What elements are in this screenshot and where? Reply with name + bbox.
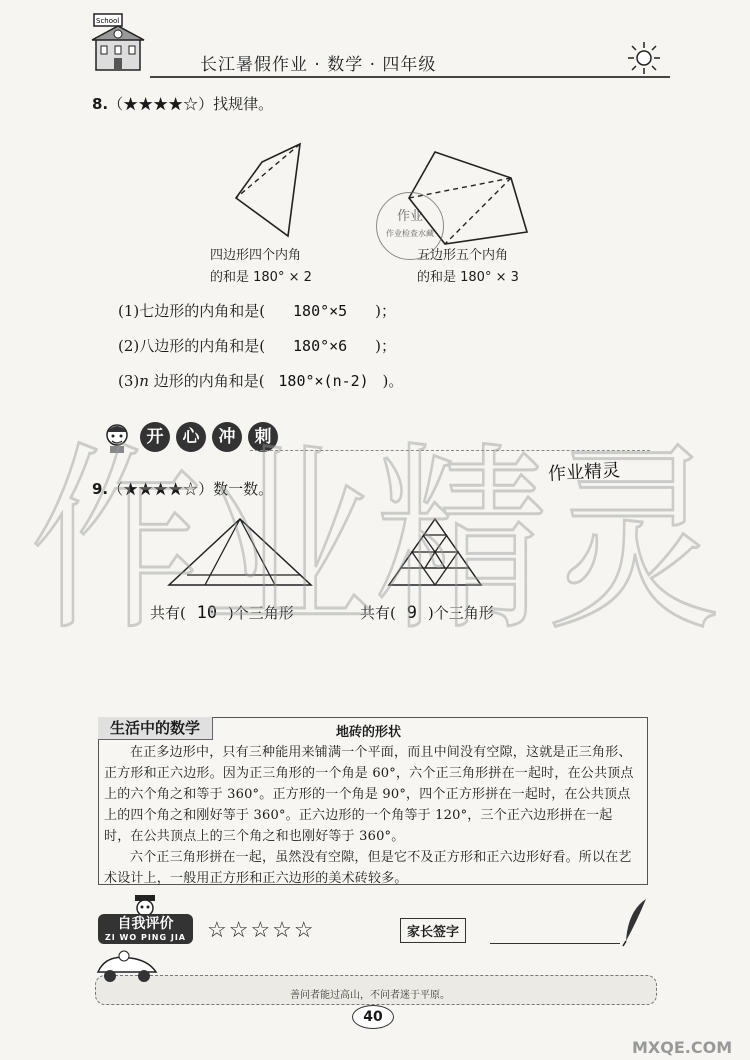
life-math-label: 生活中的数学 bbox=[98, 717, 213, 740]
q9-right-pre: 共有( bbox=[360, 604, 396, 622]
banner-char-1: 开 bbox=[140, 422, 170, 452]
q8-item-3-answer: 180°×(n-2) bbox=[278, 372, 369, 390]
q8-item-1 bbox=[118, 300, 396, 321]
fig1-caption bbox=[210, 245, 312, 289]
q8-item-1-answer: 180°×5 bbox=[293, 302, 348, 320]
cartoon-car-icon bbox=[92, 948, 162, 984]
q9-left-post: )个三角形 bbox=[227, 604, 294, 622]
fig2-caption-line1: 五边形五个内角 bbox=[417, 248, 509, 263]
header-title: 长江暑假作业 · 数学 · 四年级 bbox=[200, 55, 437, 75]
q8-item-1-label: (1)七边形的内角和是( bbox=[118, 302, 266, 320]
q8-item-3-label: (3) bbox=[118, 372, 140, 390]
q8-item-2 bbox=[118, 335, 396, 356]
q9-handwritten-note: 作业精灵 bbox=[547, 460, 621, 485]
triangles-figure-left bbox=[165, 515, 315, 590]
q8-item-1-end: )； bbox=[375, 302, 396, 320]
life-math-para-1: 在正多边形中，只有三种能用来铺满一个平面，而且中间没有空隙，这就是正三角形、正方形和正六边形。因为正三角形的一个角是 60°，六个正三角形拼在一起时，在公共顶点上的六个角之和等于 360°。正方形的一个角是 90°，四个正方形拼在一起时，在公共顶点上的四个角之和刚好等于 360°。正六边形的一个角等于 120°，三个正六边形拼在一起时，在公共顶点上的三个角之和也刚好等于 360°。 bbox=[104, 745, 634, 844]
banner-char-4: 刺 bbox=[248, 422, 278, 452]
q9-prompt: 数一数。 bbox=[213, 480, 274, 498]
q8-item-3-var: n bbox=[139, 372, 149, 390]
triangles-figure-right bbox=[385, 515, 485, 590]
q9-left-answer-line bbox=[150, 602, 294, 623]
fig2-caption-line2: 的和是 180° × 3 bbox=[417, 270, 519, 285]
self-eval-badge bbox=[98, 914, 193, 944]
self-eval-pinyin: ZI WO PING JIA bbox=[104, 933, 186, 942]
page-number: 40 bbox=[352, 1005, 394, 1029]
quill-pen-icon bbox=[620, 897, 650, 947]
parent-signature-line[interactable] bbox=[490, 943, 620, 944]
self-eval-stars[interactable]: ☆☆☆☆☆ bbox=[207, 918, 316, 943]
q8-item-2-end: )； bbox=[375, 337, 396, 355]
q8-stars: （★★★★☆） bbox=[108, 95, 214, 113]
corner-site-mark: MXQE.COM bbox=[632, 1038, 733, 1057]
q8-number: 8. bbox=[92, 95, 109, 113]
fig2-caption bbox=[417, 245, 519, 289]
q9-right-answer: 9 bbox=[406, 603, 417, 623]
self-eval-label: 自我评价 bbox=[117, 916, 174, 932]
q9-stars: （★★★★☆） bbox=[108, 480, 214, 498]
q9-number: 9. bbox=[92, 480, 109, 498]
banner-rule bbox=[250, 450, 650, 451]
life-math-title: 地砖的形状 bbox=[336, 725, 402, 740]
banner-char-3: 冲 bbox=[212, 422, 242, 452]
sun-icon bbox=[626, 40, 662, 76]
header bbox=[0, 0, 750, 85]
q8-item-2-label: (2)八边形的内角和是( bbox=[118, 337, 266, 355]
q8-item-3 bbox=[118, 370, 403, 391]
q9-heading bbox=[92, 478, 273, 499]
footer-motto: 善问者能过高山，不问者迷于平原。 bbox=[290, 990, 450, 1001]
watermark-text: 作业精灵 bbox=[30, 425, 720, 658]
q8-item-2-answer: 180°×6 bbox=[293, 337, 348, 355]
q9-right-post: )个三角形 bbox=[427, 604, 494, 622]
life-math-text bbox=[104, 742, 638, 889]
life-math-para-2: 六个正三角形拼在一起，虽然没有空隙，但是它不及正方形和正六边形好看。所以在艺术设计上，一般用正方形和正六边形的美术砖较多。 bbox=[104, 850, 632, 886]
school-building-icon bbox=[88, 8, 148, 74]
sprint-banner bbox=[100, 420, 278, 454]
fig1-caption-line1: 四边形四个内角 bbox=[210, 248, 302, 263]
stamp-line-2: 作业检查水藏 bbox=[386, 229, 434, 238]
q9-left-answer: 10 bbox=[196, 603, 218, 623]
q8-item-3-label2: 边形的内角和是( bbox=[148, 372, 265, 390]
school-sign-text: School bbox=[96, 17, 120, 25]
q8-prompt: 找规律。 bbox=[213, 95, 274, 113]
cartoon-kid-icon bbox=[100, 420, 134, 454]
q9-left-pre: 共有( bbox=[150, 604, 186, 622]
q9-right-answer-line bbox=[360, 602, 494, 623]
q8-heading bbox=[92, 93, 273, 114]
fig1-caption-line2: 的和是 180° × 2 bbox=[210, 270, 312, 285]
stamp-line-1: 作业 bbox=[396, 209, 423, 224]
banner-char-2: 心 bbox=[176, 422, 206, 452]
quadrilateral-figure bbox=[230, 140, 310, 240]
parent-signature-label: 家长签字 bbox=[400, 918, 466, 943]
q8-item-3-end: )。 bbox=[382, 372, 404, 390]
